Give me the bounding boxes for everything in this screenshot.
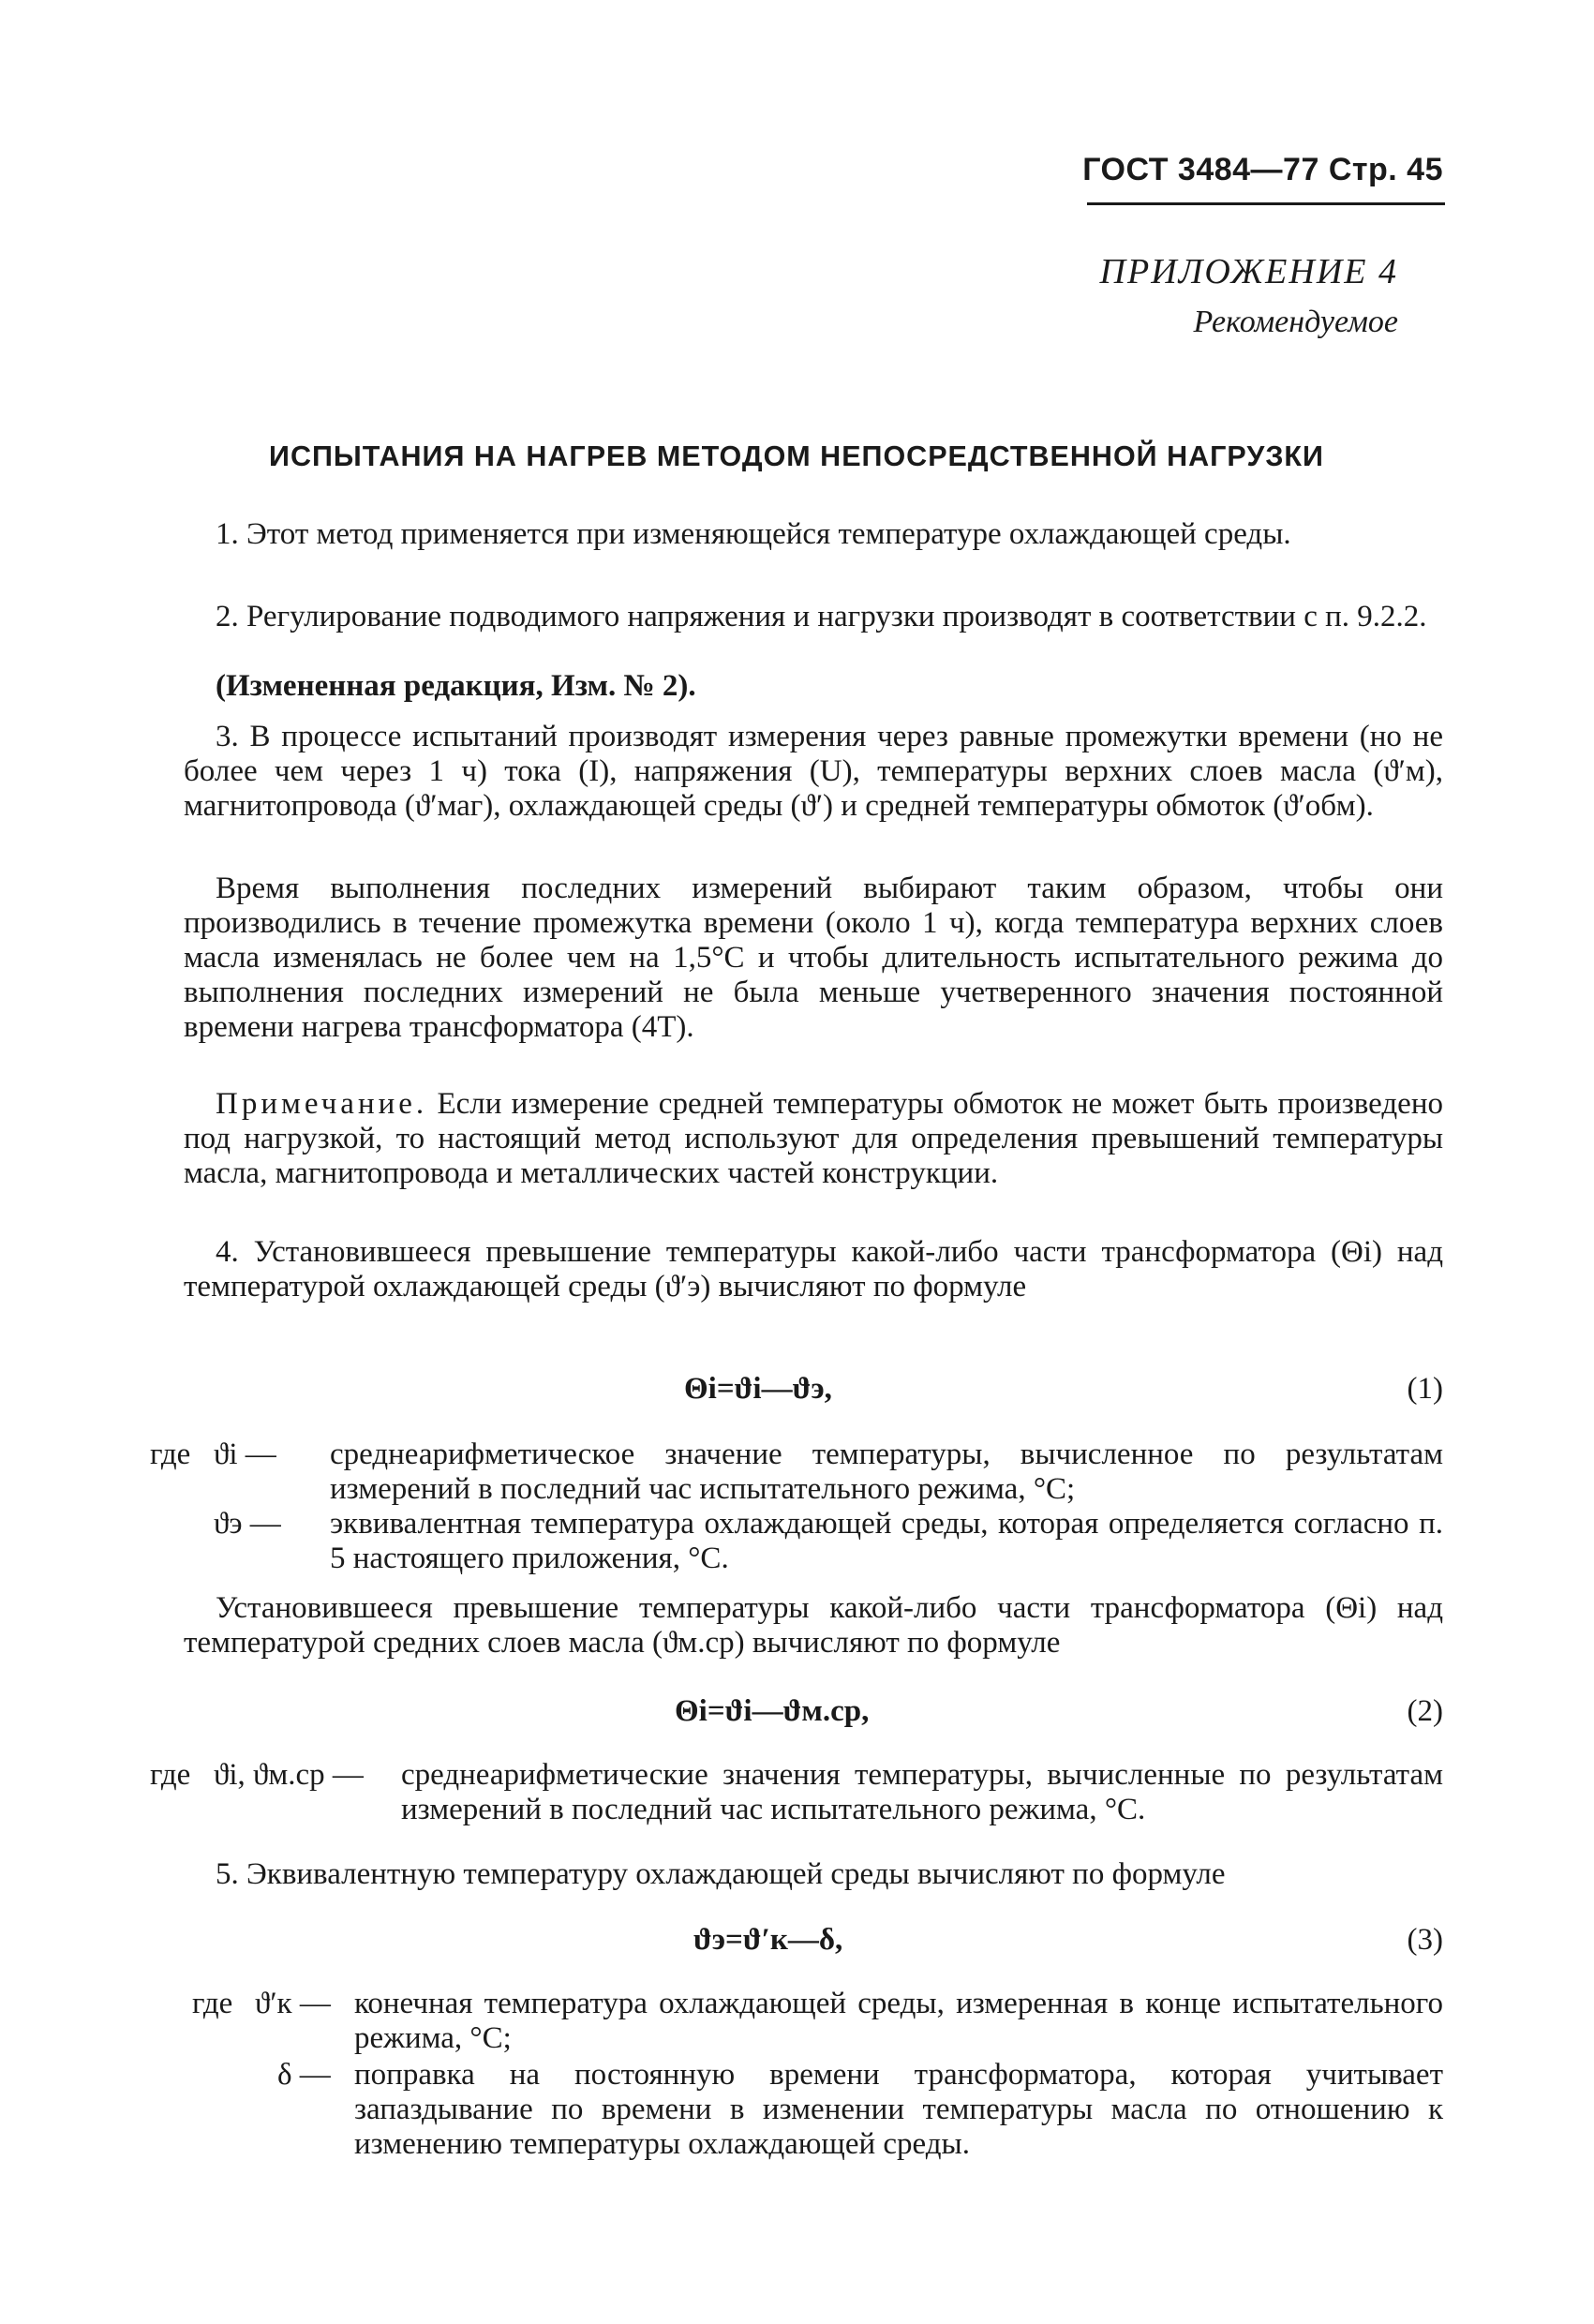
paragraph-3b: Время выполнения последних измерений выбирают таким образом, чтобы они производились в течение промежутка времени (около 1 ч), когда температура верхних слоев масла изменялась не более чем на 1,5°С и чтобы длительность испытательного режима до выполнения последних измерений не была меньше учетверенного значения постоянной времени нагрева трансформатора (4T). [184,872,1443,1044]
formula-3-number: (3) [1407,1923,1443,1957]
paragraph-2: 2. Регулирование подводимого напряжения и нагрузки производят в соответствии с п. 9.2.2. [216,600,1427,633]
paragraph-5: 5. Эквивалентную температуру охлаждающей среды вычисляют по формуле [216,1857,1226,1891]
note-label: Примечание. [216,1087,428,1121]
note-paragraph [184,1087,1443,1191]
paragraph-1: 1. Этот метод применяется при изменяющейся температуре охлаждающей среды. [216,517,1291,551]
where-word: где [150,1758,191,1792]
formula-2-number: (2) [1407,1694,1443,1728]
where-term: ϑi, ϑм.ср — [214,1758,364,1792]
formula-3: ϑэ=ϑ′к—δ, [693,1923,843,1957]
appendix-subtitle: Рекомендуемое [1193,305,1398,339]
where-definition: среднеарифметическое значение температуры, вычисленное по результатам измерений в последний час испытательного режима, °С; [330,1438,1443,1506]
where-term: δ — [277,2058,331,2092]
where-definition: конечная температура охлаждающей среды, измеренная в конце испытательного режима, °С; [354,1987,1443,2055]
where-term: ϑi — [214,1438,276,1471]
where-term: ϑ′к — [255,1987,331,2020]
note-text: Если измерение средней температуры обмоток не может быть произведено под нагрузкой, то настоящий метод используют для определения превышений температуры масла, магнитопровода и металлических частей конструкции. [184,1087,1443,1190]
paragraph-4: 4. Установившееся превышение температуры какой-либо части трансформатора (Θi) над температурой охлаждающей среды (ϑ′э) вычисляют по формуле [184,1235,1443,1304]
appendix-title: ПРИЛОЖЕНИЕ 4 [1099,252,1398,291]
where-word: где [192,1987,233,2020]
paragraph-3: 3. В процессе испытаний производят измерения через равные промежутки времени (но не более чем через 1 ч) тока (I), напряжения (U), температуры верхних слоев масла (ϑ′м), магнитопровода (ϑ′маг), охлаждающей среды (ϑ′) и средней температуры обмоток (ϑ′обм). [184,720,1443,823]
formula-2: Θi=ϑi—ϑм.ср, [675,1694,870,1728]
section-title: ИСПЫТАНИЯ НА НАГРЕВ МЕТОДОМ НЕПОСРЕДСТВЕННОЙ НАГРУЗКИ [269,440,1324,472]
formula-1: Θi=ϑi—ϑэ, [684,1372,832,1406]
where-definition: среднеарифметические значения температуры, вычисленные по результатам измерений в последний час испытательного режима, °С. [401,1758,1443,1826]
amendment-note: (Измененная редакция, Изм. № 2). [216,669,696,703]
page-header: ГОСТ 3484—77 Стр. 45 [1082,152,1443,187]
paragraph-4b: Установившееся превышение температуры какой-либо части трансформатора (Θi) над температурой средних слоев масла (ϑм.ср) вычисляют по формуле [184,1591,1443,1660]
where-definition: эквивалентная температура охлаждающей среды, которая определяется согласно п. 5 настоящего приложения, °С. [330,1507,1443,1575]
header-rule [1087,202,1445,205]
formula-1-number: (1) [1407,1372,1443,1406]
where-term: ϑэ — [214,1507,281,1541]
where-definition: поправка на постоянную времени трансформатора, которая учитывает запаздывание по времени в изменении температуры масла по отношению к изменению температуры охлаждающей среды. [354,2058,1443,2161]
where-word: где [150,1438,191,1471]
